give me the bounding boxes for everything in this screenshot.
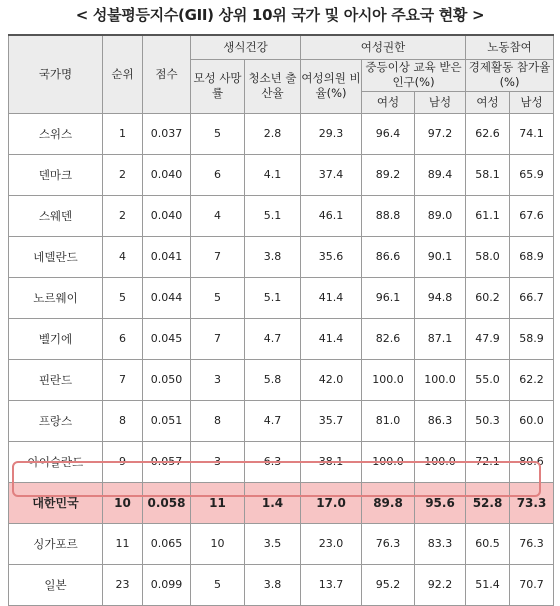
labor-male-cell: 70.7 [510,564,554,605]
labor-male-cell: 74.1 [510,113,554,154]
edu-female-cell: 100.0 [362,359,415,400]
country-cell: 네델란드 [9,236,103,277]
edu-male-cell: 89.4 [415,154,466,195]
table-row [9,195,554,236]
score-cell: 0.040 [143,195,191,236]
table-row [9,277,554,318]
edu-female-cell: 100.0 [362,441,415,482]
country-cell: 스웨덴 [9,195,103,236]
table-row [9,154,554,195]
country-cell: 노르웨이 [9,277,103,318]
score-cell: 0.058 [143,482,191,523]
parliament-cell: 29.3 [301,113,362,154]
labor-male-cell: 66.7 [510,277,554,318]
labor-female-cell: 62.6 [466,113,510,154]
rank-cell: 23 [103,564,143,605]
score-cell: 0.040 [143,154,191,195]
page-title: < 성불평등지수(GII) 상위 10위 국가 및 아시아 주요국 현황 > [75,6,485,24]
score-cell: 0.037 [143,113,191,154]
score-cell: 0.057 [143,441,191,482]
header-group-empowerment: 여성권한 [301,35,466,59]
header-education: 중등이상 교육 받은 인구(%) [362,59,466,91]
maternal-mortality-cell: 5 [191,564,245,605]
maternal-mortality-cell: 7 [191,236,245,277]
adolescent-birth-cell: 5.1 [245,277,301,318]
labor-female-cell: 50.3 [466,400,510,441]
table-row [9,523,554,564]
table-row [9,113,554,154]
edu-male-cell: 89.0 [415,195,466,236]
header-country: 국가명 [9,35,103,113]
parliament-cell: 41.4 [301,318,362,359]
labor-male-cell: 65.9 [510,154,554,195]
adolescent-birth-cell: 2.8 [245,113,301,154]
rank-cell: 1 [103,113,143,154]
score-cell: 0.044 [143,277,191,318]
adolescent-birth-cell: 1.4 [245,482,301,523]
edu-male-cell: 97.2 [415,113,466,154]
edu-male-cell: 100.0 [415,441,466,482]
edu-female-cell: 76.3 [362,523,415,564]
rank-cell: 6 [103,318,143,359]
edu-male-cell: 92.2 [415,564,466,605]
header-group-health: 생식건강 [191,35,301,59]
score-cell: 0.050 [143,359,191,400]
header-score: 점수 [143,35,191,113]
header-labor-male: 남성 [510,91,554,113]
parliament-cell: 13.7 [301,564,362,605]
table-row [9,400,554,441]
country-cell: 벨기에 [9,318,103,359]
adolescent-birth-cell: 4.7 [245,400,301,441]
rank-cell: 10 [103,482,143,523]
header-parliament: 여성의원 비율(%) [301,59,362,113]
labor-female-cell: 51.4 [466,564,510,605]
country-cell: 일본 [9,564,103,605]
labor-male-cell: 80.6 [510,441,554,482]
maternal-mortality-cell: 6 [191,154,245,195]
country-cell: 핀란드 [9,359,103,400]
edu-male-cell: 94.8 [415,277,466,318]
rank-cell: 9 [103,441,143,482]
labor-male-cell: 62.2 [510,359,554,400]
score-cell: 0.099 [143,564,191,605]
header-labor-rate: 경제활동 참가율(%) [466,59,554,91]
edu-female-cell: 96.1 [362,277,415,318]
labor-male-cell: 68.9 [510,236,554,277]
maternal-mortality-cell: 3 [191,359,245,400]
maternal-mortality-cell: 8 [191,400,245,441]
header-group-labor: 노동참여 [466,35,554,59]
maternal-mortality-cell: 10 [191,523,245,564]
header-edu-female: 여성 [362,91,415,113]
labor-female-cell: 58.0 [466,236,510,277]
rank-cell: 2 [103,195,143,236]
edu-female-cell: 86.6 [362,236,415,277]
adolescent-birth-cell: 4.1 [245,154,301,195]
country-cell: 덴마크 [9,154,103,195]
labor-female-cell: 47.9 [466,318,510,359]
parliament-cell: 35.7 [301,400,362,441]
header-edu-male: 남성 [415,91,466,113]
labor-female-cell: 60.2 [466,277,510,318]
labor-female-cell: 55.0 [466,359,510,400]
header-maternal-mortality: 모성 사망률 [191,59,245,113]
edu-female-cell: 95.2 [362,564,415,605]
rank-cell: 2 [103,154,143,195]
parliament-cell: 42.0 [301,359,362,400]
table-row [9,236,554,277]
edu-male-cell: 90.1 [415,236,466,277]
edu-male-cell: 86.3 [415,400,466,441]
edu-male-cell: 100.0 [415,359,466,400]
labor-female-cell: 72.1 [466,441,510,482]
adolescent-birth-cell: 3.5 [245,523,301,564]
edu-female-cell: 89.8 [362,482,415,523]
country-cell: 아이슬란드 [9,441,103,482]
labor-male-cell: 67.6 [510,195,554,236]
table-row [9,564,554,605]
parliament-cell: 17.0 [301,482,362,523]
labor-female-cell: 58.1 [466,154,510,195]
maternal-mortality-cell: 5 [191,277,245,318]
labor-male-cell: 58.9 [510,318,554,359]
adolescent-birth-cell: 3.8 [245,564,301,605]
parliament-cell: 38.1 [301,441,362,482]
table-row [9,482,554,523]
parliament-cell: 35.6 [301,236,362,277]
edu-female-cell: 81.0 [362,400,415,441]
score-cell: 0.065 [143,523,191,564]
maternal-mortality-cell: 11 [191,482,245,523]
labor-female-cell: 61.1 [466,195,510,236]
adolescent-birth-cell: 6.3 [245,441,301,482]
edu-male-cell: 87.1 [415,318,466,359]
labor-male-cell: 76.3 [510,523,554,564]
adolescent-birth-cell: 5.8 [245,359,301,400]
header-rank: 순위 [103,35,143,113]
edu-male-cell: 95.6 [415,482,466,523]
adolescent-birth-cell: 5.1 [245,195,301,236]
parliament-cell: 46.1 [301,195,362,236]
parliament-cell: 23.0 [301,523,362,564]
score-cell: 0.041 [143,236,191,277]
adolescent-birth-cell: 4.7 [245,318,301,359]
score-cell: 0.045 [143,318,191,359]
edu-female-cell: 82.6 [362,318,415,359]
adolescent-birth-cell: 3.8 [245,236,301,277]
parliament-cell: 37.4 [301,154,362,195]
edu-female-cell: 88.8 [362,195,415,236]
maternal-mortality-cell: 3 [191,441,245,482]
labor-female-cell: 52.8 [466,482,510,523]
table-row [9,359,554,400]
maternal-mortality-cell: 7 [191,318,245,359]
score-cell: 0.051 [143,400,191,441]
parliament-cell: 41.4 [301,277,362,318]
header-adolescent-birth: 청소년 출산율 [245,59,301,113]
gii-table [8,34,554,606]
header-labor-female: 여성 [466,91,510,113]
table-row [9,318,554,359]
country-cell: 프랑스 [9,400,103,441]
maternal-mortality-cell: 5 [191,113,245,154]
rank-cell: 7 [103,359,143,400]
rank-cell: 4 [103,236,143,277]
rank-cell: 11 [103,523,143,564]
edu-male-cell: 83.3 [415,523,466,564]
edu-female-cell: 96.4 [362,113,415,154]
edu-female-cell: 89.2 [362,154,415,195]
rank-cell: 5 [103,277,143,318]
labor-male-cell: 60.0 [510,400,554,441]
country-cell: 싱가포르 [9,523,103,564]
labor-female-cell: 60.5 [466,523,510,564]
country-cell: 스위스 [9,113,103,154]
table-row [9,441,554,482]
maternal-mortality-cell: 4 [191,195,245,236]
labor-male-cell: 73.3 [510,482,554,523]
country-cell: 대한민국 [9,482,103,523]
rank-cell: 8 [103,400,143,441]
